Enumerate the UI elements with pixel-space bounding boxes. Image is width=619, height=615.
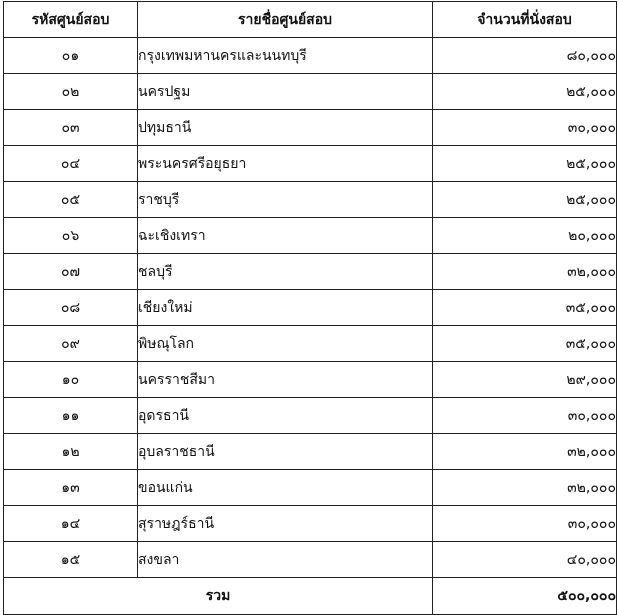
- total-seat-count: ๕๐๐,๐๐๐: [433, 578, 617, 615]
- table-body: [4, 38, 617, 615]
- center-code-cell: ๐๕: [4, 182, 138, 218]
- seat-count-cell: ๓๐,๐๐๐: [433, 398, 617, 434]
- table-header: [4, 2, 617, 38]
- center-code-cell: ๐๑: [4, 38, 138, 74]
- center-name-cell: กรุงเทพมหานครและนนทบุรี: [138, 38, 433, 74]
- center-name-cell: อุบลราชธานี: [138, 434, 433, 470]
- total-row: [4, 578, 617, 615]
- center-code-cell: ๐๓: [4, 110, 138, 146]
- center-code-cell: ๑๓: [4, 470, 138, 506]
- seat-count-cell: ๒๕,๐๐๐: [433, 146, 617, 182]
- table-row: [4, 398, 617, 434]
- seat-count-cell: ๒๕,๐๐๐: [433, 182, 617, 218]
- header-center-name: รายชื่อศูนย์สอบ: [138, 2, 433, 38]
- table-row: [4, 362, 617, 398]
- center-code-cell: ๑๕: [4, 542, 138, 578]
- header-seat-count: จำนวนที่นั่งสอบ: [433, 2, 617, 38]
- center-name-cell: พระนครศรีอยุธยา: [138, 146, 433, 182]
- seat-count-cell: ๓๐,๐๐๐: [433, 506, 617, 542]
- header-center-code: รหัสศูนย์สอบ: [4, 2, 138, 38]
- center-code-cell: ๑๑: [4, 398, 138, 434]
- center-name-cell: นครปฐม: [138, 74, 433, 110]
- center-name-cell: สงขลา: [138, 542, 433, 578]
- center-name-cell: ชลบุรี: [138, 254, 433, 290]
- table-row: [4, 506, 617, 542]
- center-code-cell: ๐๔: [4, 146, 138, 182]
- center-name-cell: ขอนแก่น: [138, 470, 433, 506]
- seat-count-cell: ๒๐,๐๐๐: [433, 218, 617, 254]
- table-row: [4, 218, 617, 254]
- table-row: [4, 74, 617, 110]
- seat-count-cell: ๓๒,๐๐๐: [433, 434, 617, 470]
- seat-count-cell: ๓๒,๐๐๐: [433, 254, 617, 290]
- table-row: [4, 182, 617, 218]
- seat-count-cell: ๘๐,๐๐๐: [433, 38, 617, 74]
- center-code-cell: ๑๐: [4, 362, 138, 398]
- exam-center-table: [3, 1, 617, 615]
- header-row: [4, 2, 617, 38]
- table-row: [4, 38, 617, 74]
- seat-count-cell: ๔๐,๐๐๐: [433, 542, 617, 578]
- center-code-cell: ๐๙: [4, 326, 138, 362]
- center-name-cell: ราชบุรี: [138, 182, 433, 218]
- center-code-cell: ๐๗: [4, 254, 138, 290]
- seat-count-cell: ๓๐,๐๐๐: [433, 110, 617, 146]
- center-name-cell: นครราชสีมา: [138, 362, 433, 398]
- table-row: [4, 254, 617, 290]
- center-code-cell: ๐๖: [4, 218, 138, 254]
- seat-count-cell: ๒๕,๐๐๐: [433, 74, 617, 110]
- seat-count-cell: ๓๕,๐๐๐: [433, 290, 617, 326]
- total-label: รวม: [4, 578, 433, 615]
- seat-count-cell: ๓๒,๐๐๐: [433, 470, 617, 506]
- table-row: [4, 542, 617, 578]
- center-name-cell: สุราษฎร์ธานี: [138, 506, 433, 542]
- table-row: [4, 434, 617, 470]
- table-row: [4, 326, 617, 362]
- center-name-cell: อุดรธานี: [138, 398, 433, 434]
- center-name-cell: เชียงใหม่: [138, 290, 433, 326]
- center-name-cell: พิษณุโลก: [138, 326, 433, 362]
- seat-count-cell: ๓๕,๐๐๐: [433, 326, 617, 362]
- center-code-cell: ๑๔: [4, 506, 138, 542]
- center-code-cell: ๐๒: [4, 74, 138, 110]
- table-row: [4, 470, 617, 506]
- center-code-cell: ๐๘: [4, 290, 138, 326]
- table-row: [4, 290, 617, 326]
- center-name-cell: ปทุมธานี: [138, 110, 433, 146]
- center-name-cell: ฉะเชิงเทรา: [138, 218, 433, 254]
- table-row: [4, 146, 617, 182]
- center-code-cell: ๑๒: [4, 434, 138, 470]
- table-row: [4, 110, 617, 146]
- seat-count-cell: ๒๙,๐๐๐: [433, 362, 617, 398]
